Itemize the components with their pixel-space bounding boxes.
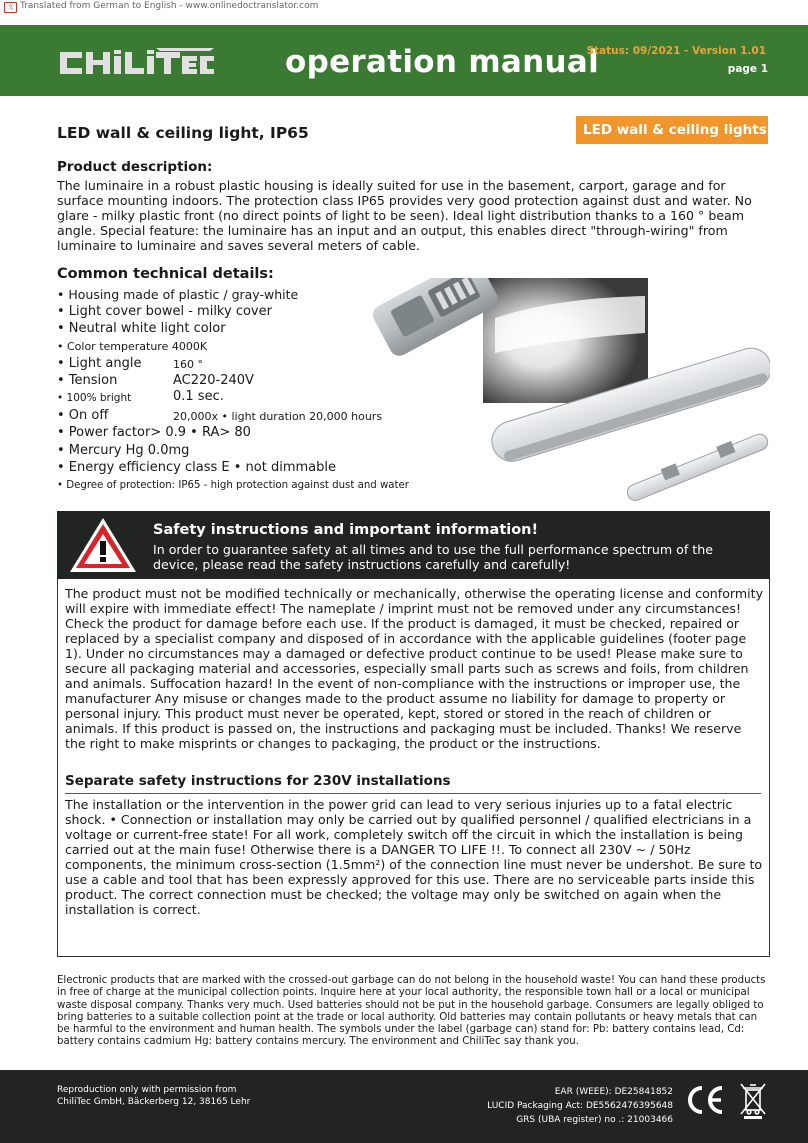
installation-heading: Separate safety instructions for 230V installations [65, 773, 451, 789]
spec-item: • Mercury Hg 0.0mg [57, 443, 190, 458]
product-description: The luminaire in a robust plastic housing is ideally suited for use in the basement, carport, garage and for surface mounting indoors. The protection class IP65 provides very good protection against dust and water. No glare - milky plastic front (no direct points of light to be seen). Ideal light distribution thanks to a 160 ° beam angle. Special feature: the luminaire has an input and an output, this enables direct "through-wiring" from luminaire to luminaire and saves several meters of cable. [57, 178, 752, 253]
footer-ear: EAR (WEEE): DE25841852 [554, 1087, 673, 1097]
spec-item: • 100% bright 0.1 sec. [57, 389, 224, 404]
spec-item: • Energy efficiency class E • not dimmable [57, 460, 336, 475]
divider [65, 793, 761, 794]
warning-triangle-icon [67, 515, 139, 575]
installation-text: The installation or the intervention in the power grid can lead to very serious injuries up to a fatal electric shock. • Connection or installation may only be carried out by qualified personnel / qualified electricians in a voltage or current-free state! For all work, completely switch off the circuit in which the installation is being carried out at the main fuse! Otherwise there is a DANGER TO LIFE !!. To connect all 230V ~ / 50Hz components, the minimum cross-section (1.5mm²) of the connection line must never be undershot. Be sure to use a cable and tool that has been expressly approved for this use. There are no serviceable parts inside this product. The correct connection must be checked; the voltage may only be switched on again when the installation is correct. [65, 797, 763, 917]
translate-icon: 文 [4, 2, 17, 13]
footer-lucid: LUCID Packaging Act: DE5562476395648 [487, 1101, 673, 1111]
disposal-note: Electronic products that are marked with the crossed-out garbage can do not belong in the household waste! You can hand these products in free of charge at the municipal collection points. Inquire here at your local authority, the responsible town hall or a local or municipal waste disposal company. Thanks very much. Used batteries should not be put in the household garbage. Consumers are legally obliged to bring batteries to a suitable collection point at the trade or local authority. Old batteries may contain pollutants or heavy metals that can be harmful to the environment and human health. The symbols under the label (garbage can) stand for: Pb: battery contains lead, Cd: battery contains cadmium Hg: battery contains mercury. The environment and ChiliTec say thank you. [57, 975, 766, 1048]
spec-item: • Power factor> 0.9 • RA> 80 [57, 425, 251, 440]
translation-banner-text: Translated from German to English - www.onlinedoctranslator.com [20, 1, 319, 11]
spec-value: 0.1 sec. [173, 389, 224, 404]
spec-item: • On off 20,000x • light duration 20,000 hours [57, 408, 383, 423]
specs-heading: Common technical details: [57, 266, 274, 282]
ce-mark-icon [684, 1082, 724, 1118]
spec-value: AC220-240V [173, 373, 254, 388]
safety-subtitle: In order to guarantee safety at all times and to use the full performance spectrum of the device, please read the safety instructions carefully and carefully! [153, 542, 713, 572]
safety-text: The product must not be modified technically or mechanically, otherwise the operating license and conformity will expire with immediate effect! The nameplate / imprint must not be removed under any circumstances! Check the product for damage before each use. If the product is damaged, it must be checked, repaired or replaced by a specialist company and disposed of in accordance with the applicable guidelines (footer page 1). Under no circumstances may a damaged or defective product continue to be used! Please make sure to secure all packaging material and accessories, especially small parts such as screws and foils, from children and animals. Suffocation hazard! In the event of non-compliance with the instructions or improper use, the manufacturer Any misuse or changes made to the product assume no liability for damage to property or personal injury. This product must never be operated, kept, stored or stored in the reach of children or animals. If this product is passed on, the instructions and packaging must be included. Thanks! We reserve the right to make misprints or changes to packaging, the product or the instructions. [65, 586, 764, 751]
spec-item: • Housing made of plastic / gray-white [57, 287, 299, 302]
footer-registrations [440, 1085, 673, 1127]
spec-item: • Tension AC220-240V [57, 373, 254, 388]
footer-grs: GRS (UBA register) no .: 21003466 [516, 1115, 673, 1125]
spec-item: • Degree of protection: IP65 - high protection against dust and water [57, 480, 410, 491]
footer-address: ChiliTec GmbH, Bäckerberg 12, 38165 Lehr [57, 1097, 251, 1107]
spec-item: • Light angle 160 ° [57, 356, 203, 371]
page-number: page 1 [727, 63, 768, 75]
document-status: Status: 09/2021 - Version 1.01 [586, 45, 766, 57]
spec-value: 160 ° [173, 358, 203, 371]
translation-banner [4, 0, 318, 13]
description-heading: Product description: [57, 159, 213, 175]
category-badge: LED wall & ceiling lights [576, 116, 768, 144]
spec-value: 20,000x • light duration 20,000 hours [173, 410, 383, 423]
document-title: operation manual [285, 44, 600, 80]
product-title: LED wall & ceiling light, IP65 [57, 124, 309, 142]
safety-title: Safety instructions and important information! [153, 522, 539, 538]
crossed-out-bin-icon [738, 1080, 768, 1120]
footer-copyright: Reproduction only with permission from [57, 1085, 237, 1095]
spec-item: • Light cover bowel - milky cover [57, 304, 272, 319]
spec-item: • Neutral white light color [57, 321, 226, 336]
chilitec-logo [56, 44, 216, 80]
product-image [355, 278, 770, 508]
spec-item: • Color temperature 4000K [57, 340, 208, 353]
